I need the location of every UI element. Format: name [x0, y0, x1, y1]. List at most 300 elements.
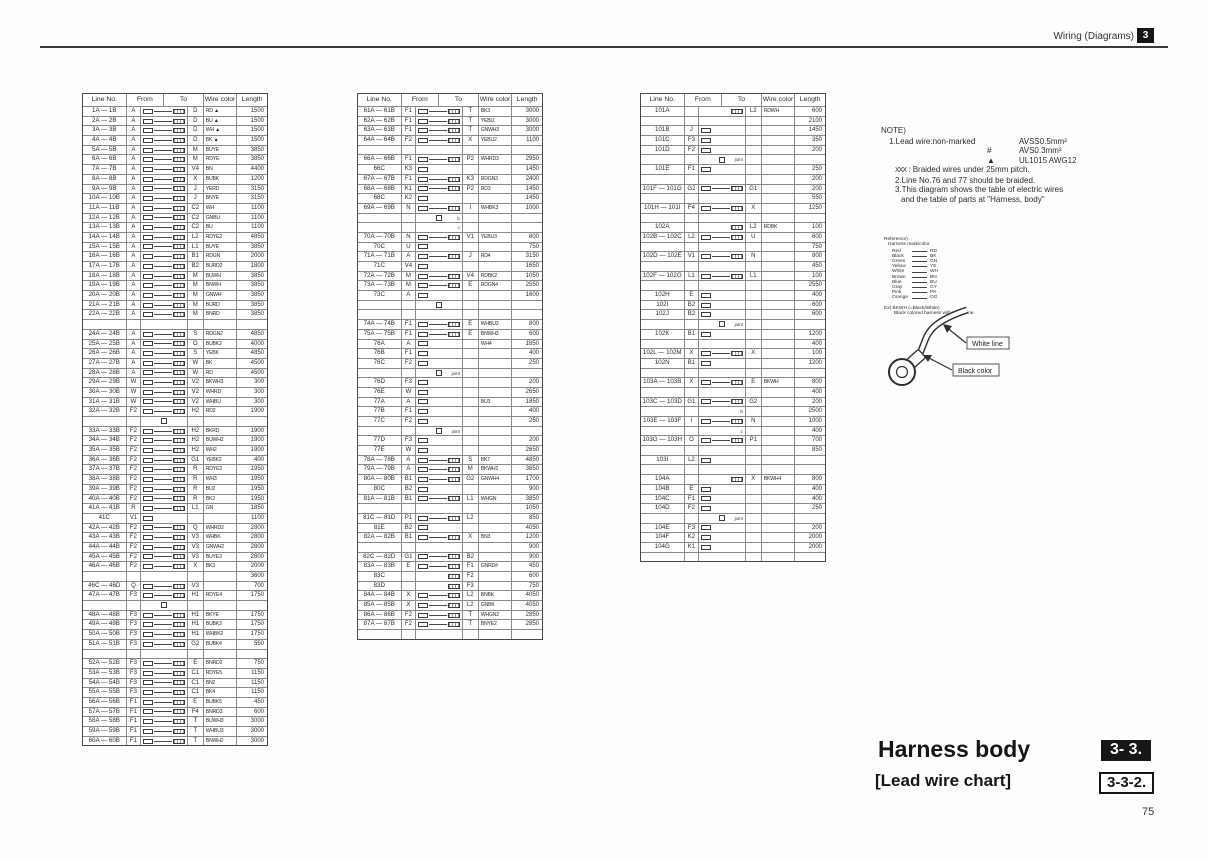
cell-length: 4400	[250, 166, 265, 173]
from-connector-icon	[701, 525, 711, 530]
cell-wire-color: RDGN2	[204, 330, 238, 339]
cell-line-no	[641, 407, 685, 416]
wire-row	[83, 707, 267, 717]
to-connector-icon	[173, 264, 185, 269]
cell-connector-graphic	[141, 582, 188, 591]
cell-connector-graphic	[141, 669, 188, 678]
cell-wire-color: BN3	[479, 533, 513, 542]
to-connector-icon	[173, 303, 185, 308]
wire-row	[83, 309, 267, 319]
cell-from-code	[685, 553, 700, 562]
cell-line-no: 66C	[358, 165, 402, 174]
cell-from-code: N	[402, 233, 417, 242]
from-connector-icon	[143, 661, 153, 666]
from-connector-icon	[143, 351, 153, 356]
from-connector-icon	[143, 535, 153, 540]
wire-line	[154, 566, 172, 567]
cell-from-code: A	[127, 243, 142, 252]
cell-to-code	[746, 543, 762, 552]
cell-to-code	[463, 262, 479, 271]
wire-row	[641, 368, 825, 378]
cell-line-no: 66A — 66B	[358, 155, 402, 164]
cell-from-code: F1	[127, 698, 142, 707]
to-connector-icon	[173, 254, 185, 259]
cell-from-code: X	[685, 378, 700, 387]
reference-title: Reference)	[884, 237, 908, 242]
cell-wire-color	[479, 407, 513, 416]
cell-to-code	[746, 165, 762, 174]
cell-from-code: G2	[685, 185, 700, 194]
to-connector-icon	[448, 622, 460, 627]
from-connector-icon	[418, 167, 428, 172]
cell-wire-color	[479, 630, 513, 639]
wire-row	[641, 406, 825, 416]
cell-from-code	[685, 514, 700, 523]
wire-line	[712, 440, 730, 441]
cell-wire-color	[762, 553, 796, 562]
cell-wire-color	[479, 378, 513, 387]
from-connector-icon	[701, 312, 711, 317]
cell-from-code: A	[127, 155, 142, 164]
cell-from-code: A	[127, 204, 142, 213]
wire-row	[358, 532, 542, 542]
cell-length: 3150	[250, 185, 265, 192]
wire-line	[154, 624, 172, 625]
cell-to-code: C2	[188, 204, 204, 213]
cell-line-no	[358, 223, 402, 232]
cell-to-code: F2	[463, 572, 479, 581]
wire-line	[154, 498, 172, 499]
cell-connector-graphic	[141, 514, 188, 523]
cell-from-code: A	[127, 252, 142, 261]
cell-line-no	[358, 630, 402, 639]
cell-connector-graphic	[416, 369, 463, 378]
to-connector-icon	[173, 109, 185, 114]
cell-from-code: A	[127, 281, 142, 290]
wire-row	[641, 116, 825, 126]
cell-line-no: 33A — 33B	[83, 427, 127, 436]
cell-to-code: V1	[463, 233, 479, 242]
footer-subtitle: [Lead wire chart]	[875, 771, 1012, 790]
from-connector-icon	[143, 206, 153, 211]
cell-connector-graphic	[416, 388, 463, 397]
cell-line-no: 102N	[641, 359, 685, 368]
from-connector-icon	[418, 264, 428, 269]
wire-row	[83, 232, 267, 242]
cell-connector-graphic	[416, 572, 463, 581]
cell-length: 3850	[250, 282, 265, 289]
cell-connector-graphic	[416, 611, 463, 620]
from-connector-icon	[701, 351, 711, 356]
cell-wire-color: BU	[204, 223, 238, 232]
cell-wire-color: BK4	[204, 688, 238, 697]
cell-wire-color: RD2	[204, 407, 238, 416]
cell-line-no	[641, 514, 685, 523]
cell-length: 2550	[808, 282, 823, 289]
wire-row	[358, 484, 542, 494]
cell-from-code: F3	[127, 611, 142, 620]
wire-row	[358, 222, 542, 232]
cell-from-code: B2	[402, 485, 417, 494]
wire-line	[429, 566, 447, 567]
note-item1-symbol	[987, 137, 1019, 147]
to-connector-icon	[173, 487, 185, 492]
joint-mark: joint	[451, 428, 460, 434]
wire-row	[83, 300, 267, 310]
cell-length: 4050	[525, 592, 540, 599]
cell-from-code: B2	[402, 524, 417, 533]
cell-to-code	[746, 175, 762, 184]
note-braid-line	[895, 165, 1077, 176]
from-connector-icon	[143, 516, 153, 521]
wire-row	[641, 397, 825, 407]
cell-length: 800	[529, 321, 540, 328]
cell-connector-graphic	[416, 562, 463, 571]
from-connector-icon	[143, 564, 153, 569]
cell-connector-graphic	[699, 514, 746, 523]
cell-length: 4050	[525, 524, 540, 531]
cell-from-code	[685, 175, 700, 184]
note-item3b: and the table of parts at "Harness, body"	[901, 194, 1045, 204]
from-connector-icon	[143, 448, 153, 453]
cell-wire-color: BKWH4	[762, 475, 796, 484]
cell-length: 2400	[525, 175, 540, 182]
wire-row	[83, 406, 267, 416]
cell-wire-color	[479, 146, 513, 155]
cell-length: 3850	[250, 146, 265, 153]
wire-line	[429, 276, 447, 277]
cell-connector-graphic	[416, 630, 463, 639]
cell-length: 600	[529, 330, 540, 337]
cell-from-code: F3	[127, 620, 142, 629]
wire-row	[83, 697, 267, 707]
cell-from-code: F3	[685, 524, 700, 533]
cell-length: 800	[812, 253, 823, 260]
cell-connector-graphic	[141, 456, 188, 465]
cell-length: 800	[812, 476, 823, 483]
cell-line-no: 102J	[641, 310, 685, 319]
wire-row	[641, 474, 825, 484]
cell-line-no: 68A — 68B	[358, 185, 402, 194]
cell-line-no: 71C	[358, 262, 402, 271]
cell-line-no: 41A — 41B	[83, 504, 127, 513]
from-connector-icon	[418, 293, 428, 298]
to-connector-icon	[173, 167, 185, 172]
wire-line	[154, 411, 172, 412]
reference-subtitle: Harness mark/color	[888, 242, 930, 248]
cell-to-code: I	[463, 204, 479, 213]
note-item1c-value: UL1015 AWG12	[1019, 155, 1077, 165]
cell-from-code: P1	[402, 514, 417, 523]
cell-wire-color: BUBK2	[204, 340, 238, 349]
cell-from-code: B2	[685, 310, 700, 319]
from-connector-icon	[143, 506, 153, 511]
cell-length: 3850	[250, 301, 265, 308]
cell-length: 4850	[250, 233, 265, 240]
cell-from-code: F2	[402, 136, 417, 145]
cell-from-code: A	[127, 175, 142, 184]
cell-to-code	[746, 310, 762, 319]
cell-line-no	[83, 650, 127, 659]
to-connector-icon	[173, 525, 185, 530]
cell-connector-graphic	[699, 185, 746, 194]
joint-symbol-icon	[436, 302, 442, 308]
cell-line-no: 16A — 16B	[83, 252, 127, 261]
cell-to-code	[463, 446, 479, 455]
cell-from-code	[685, 214, 700, 223]
from-connector-icon	[143, 303, 153, 308]
wire-line	[154, 431, 172, 432]
cell-to-code: L2	[746, 107, 762, 116]
cell-connector-graphic	[416, 475, 463, 484]
wire-row	[83, 125, 267, 135]
cell-from-code: W	[402, 446, 417, 455]
from-connector-icon	[418, 206, 428, 211]
cell-from-code: F1	[127, 708, 142, 717]
cell-from-code: F1	[127, 727, 142, 736]
cell-from-code	[127, 417, 142, 426]
from-connector-icon	[418, 109, 428, 114]
cell-line-no: 62A — 62B	[358, 117, 402, 126]
cell-from-code: F1	[402, 407, 417, 416]
from-connector-icon	[143, 215, 153, 220]
cell-from-code	[402, 301, 417, 310]
cell-to-code: T	[188, 727, 204, 736]
from-connector-icon	[143, 225, 153, 230]
to-connector-icon	[448, 516, 460, 521]
cell-line-no	[83, 572, 127, 581]
from-connector-icon	[143, 458, 153, 463]
to-connector-icon	[173, 671, 185, 676]
cell-line-no: 54A — 54B	[83, 679, 127, 688]
cell-to-code: T	[463, 126, 479, 135]
wire-row	[358, 300, 542, 310]
cell-to-code: S	[188, 330, 204, 339]
wire-row	[358, 523, 542, 533]
cell-wire-color: BNWH	[204, 281, 238, 290]
from-connector-icon	[418, 419, 428, 424]
from-connector-icon	[143, 671, 153, 676]
wire-row	[641, 494, 825, 504]
cell-from-code: B1	[402, 495, 417, 504]
from-connector-icon	[143, 429, 153, 434]
to-connector-icon	[173, 186, 185, 191]
wire-line	[154, 227, 172, 228]
cell-length: 100	[812, 350, 823, 357]
cell-connector-graphic	[416, 194, 463, 203]
lead-wire-table-1	[82, 93, 268, 746]
color-name: Yellow	[892, 264, 906, 270]
cell-wire-color	[762, 330, 796, 339]
cell-to-code	[746, 126, 762, 135]
cell-wire-color	[762, 262, 796, 271]
cell-wire-color: BUBK4	[204, 640, 238, 649]
wire-line	[429, 605, 447, 606]
cell-from-code	[685, 107, 700, 116]
cell-to-code: M	[188, 155, 204, 164]
cell-from-code: A	[402, 465, 417, 474]
cell-length: 600	[812, 108, 823, 114]
cell-wire-color	[762, 388, 796, 397]
cell-length: 2500	[808, 408, 823, 415]
cell-connector-graphic	[141, 369, 188, 378]
joint-mark: c	[457, 225, 460, 231]
wire-line	[712, 188, 730, 189]
to-connector-icon	[173, 215, 185, 220]
cell-wire-color: WHRD	[204, 388, 238, 397]
cell-from-code: W	[127, 398, 142, 407]
wire-row	[358, 271, 542, 281]
wire-line	[154, 372, 172, 373]
cell-line-no: 38A — 38B	[83, 475, 127, 484]
cell-wire-color: BUYE	[204, 146, 238, 155]
from-connector-icon	[143, 235, 153, 240]
wire-row	[358, 600, 542, 610]
cell-to-code: P1	[746, 436, 762, 445]
wire-line	[154, 644, 172, 645]
cell-length: 4500	[250, 369, 265, 376]
cell-from-code: F1	[402, 117, 417, 126]
wire-line	[154, 237, 172, 238]
from-connector-icon	[701, 535, 711, 540]
cell-line-no: 76A	[358, 340, 402, 349]
wire-row	[358, 261, 542, 271]
cell-to-code: C2	[188, 214, 204, 223]
cell-wire-color	[762, 369, 796, 378]
to-connector-icon	[173, 642, 185, 647]
wire-row	[358, 203, 542, 213]
wire-row	[358, 552, 542, 562]
cell-wire-color	[204, 572, 238, 581]
from-connector-icon	[143, 700, 153, 705]
from-connector-icon	[143, 109, 153, 114]
cell-length: 3850	[525, 466, 540, 473]
cell-connector-graphic	[141, 698, 188, 707]
wire-line	[429, 556, 447, 557]
cell-connector-graphic	[699, 388, 746, 397]
cell-connector-graphic	[416, 601, 463, 610]
note-item1b-value: AVS0.3mm²	[1019, 146, 1062, 155]
wire-row	[83, 668, 267, 678]
cell-length: 1900	[250, 437, 265, 444]
from-connector-icon	[143, 370, 153, 375]
cell-wire-color	[479, 301, 513, 310]
cell-length: 3150	[525, 253, 540, 260]
cell-connector-graphic	[141, 553, 188, 562]
cell-from-code: A	[127, 146, 142, 155]
cell-length	[512, 630, 542, 639]
cell-length: 2000	[808, 534, 823, 541]
to-connector-icon	[173, 399, 185, 404]
cell-from-code: F2	[127, 524, 142, 533]
column-header: Line No.	[358, 94, 402, 106]
footer-title: Harness body	[878, 736, 1031, 762]
cell-from-code: K2	[402, 194, 417, 203]
from-connector-icon	[701, 399, 711, 404]
cell-from-code: B1	[685, 330, 700, 339]
wire-line	[429, 256, 447, 257]
wire-line	[712, 256, 730, 257]
to-connector-icon	[448, 477, 460, 482]
from-connector-icon	[143, 119, 153, 124]
cell-to-code: R	[188, 465, 204, 474]
cell-connector-graphic	[141, 485, 188, 494]
wire-row	[83, 445, 267, 455]
wire-row	[358, 348, 542, 358]
cell-to-code	[746, 524, 762, 533]
cell-wire-color	[762, 233, 796, 242]
cell-length: 2000	[250, 563, 265, 570]
cell-to-code	[463, 214, 479, 223]
cell-from-code: J	[685, 126, 700, 135]
cell-to-code	[746, 504, 762, 513]
wire-line	[154, 392, 172, 393]
from-connector-icon	[418, 603, 428, 608]
cell-wire-color: BURD2	[204, 262, 238, 271]
cell-wire-color	[479, 388, 513, 397]
wire-row	[358, 290, 542, 300]
cell-wire-color: BUYE	[204, 243, 238, 252]
cell-wire-color	[762, 340, 796, 349]
wire-row	[641, 164, 825, 174]
cell-from-code: A	[127, 262, 142, 271]
cell-wire-color	[479, 446, 513, 455]
wire-row	[83, 154, 267, 164]
cell-length: 1150	[251, 679, 265, 686]
cell-to-code	[188, 650, 204, 659]
cell-connector-graphic	[416, 465, 463, 474]
cell-connector-graphic	[141, 717, 188, 726]
cell-wire-color	[762, 456, 796, 465]
wire-row	[358, 213, 542, 223]
cell-connector-graphic	[699, 136, 746, 145]
cell-length: 400	[812, 427, 823, 434]
joint-symbol-icon	[161, 418, 167, 424]
cell-wire-color	[762, 427, 796, 436]
from-connector-icon	[143, 283, 153, 288]
cell-connector-graphic	[141, 475, 188, 484]
cell-length: 3850	[250, 272, 265, 279]
cell-line-no: 53A — 53B	[83, 669, 127, 678]
cell-wire-color	[479, 369, 513, 378]
cell-connector-graphic	[141, 136, 188, 145]
to-connector-icon	[173, 622, 185, 627]
cell-wire-color: BNBK	[479, 591, 513, 600]
to-connector-icon	[173, 370, 185, 375]
cell-connector-graphic	[141, 301, 188, 310]
wire-row	[358, 377, 542, 387]
cell-length: 400	[529, 408, 540, 415]
cell-connector-graphic	[699, 272, 746, 281]
wire-row	[641, 251, 825, 261]
cell-connector-graphic	[141, 243, 188, 252]
cell-wire-color: RDBK2	[479, 272, 513, 281]
color-code: BU	[930, 279, 937, 285]
wire-line	[154, 295, 172, 296]
color-name: Brown	[892, 274, 906, 280]
wire-line	[429, 237, 447, 238]
to-connector-icon	[173, 564, 185, 569]
cell-from-code: L2	[685, 233, 700, 242]
wire-line	[712, 276, 730, 277]
cell-wire-color	[479, 514, 513, 523]
cell-line-no: 103C — 103D	[641, 398, 685, 407]
cell-wire-color	[762, 214, 796, 223]
from-connector-icon	[418, 458, 428, 463]
cell-connector-graphic	[416, 330, 463, 339]
from-connector-icon	[418, 138, 428, 143]
cell-to-code: V2	[188, 388, 204, 397]
